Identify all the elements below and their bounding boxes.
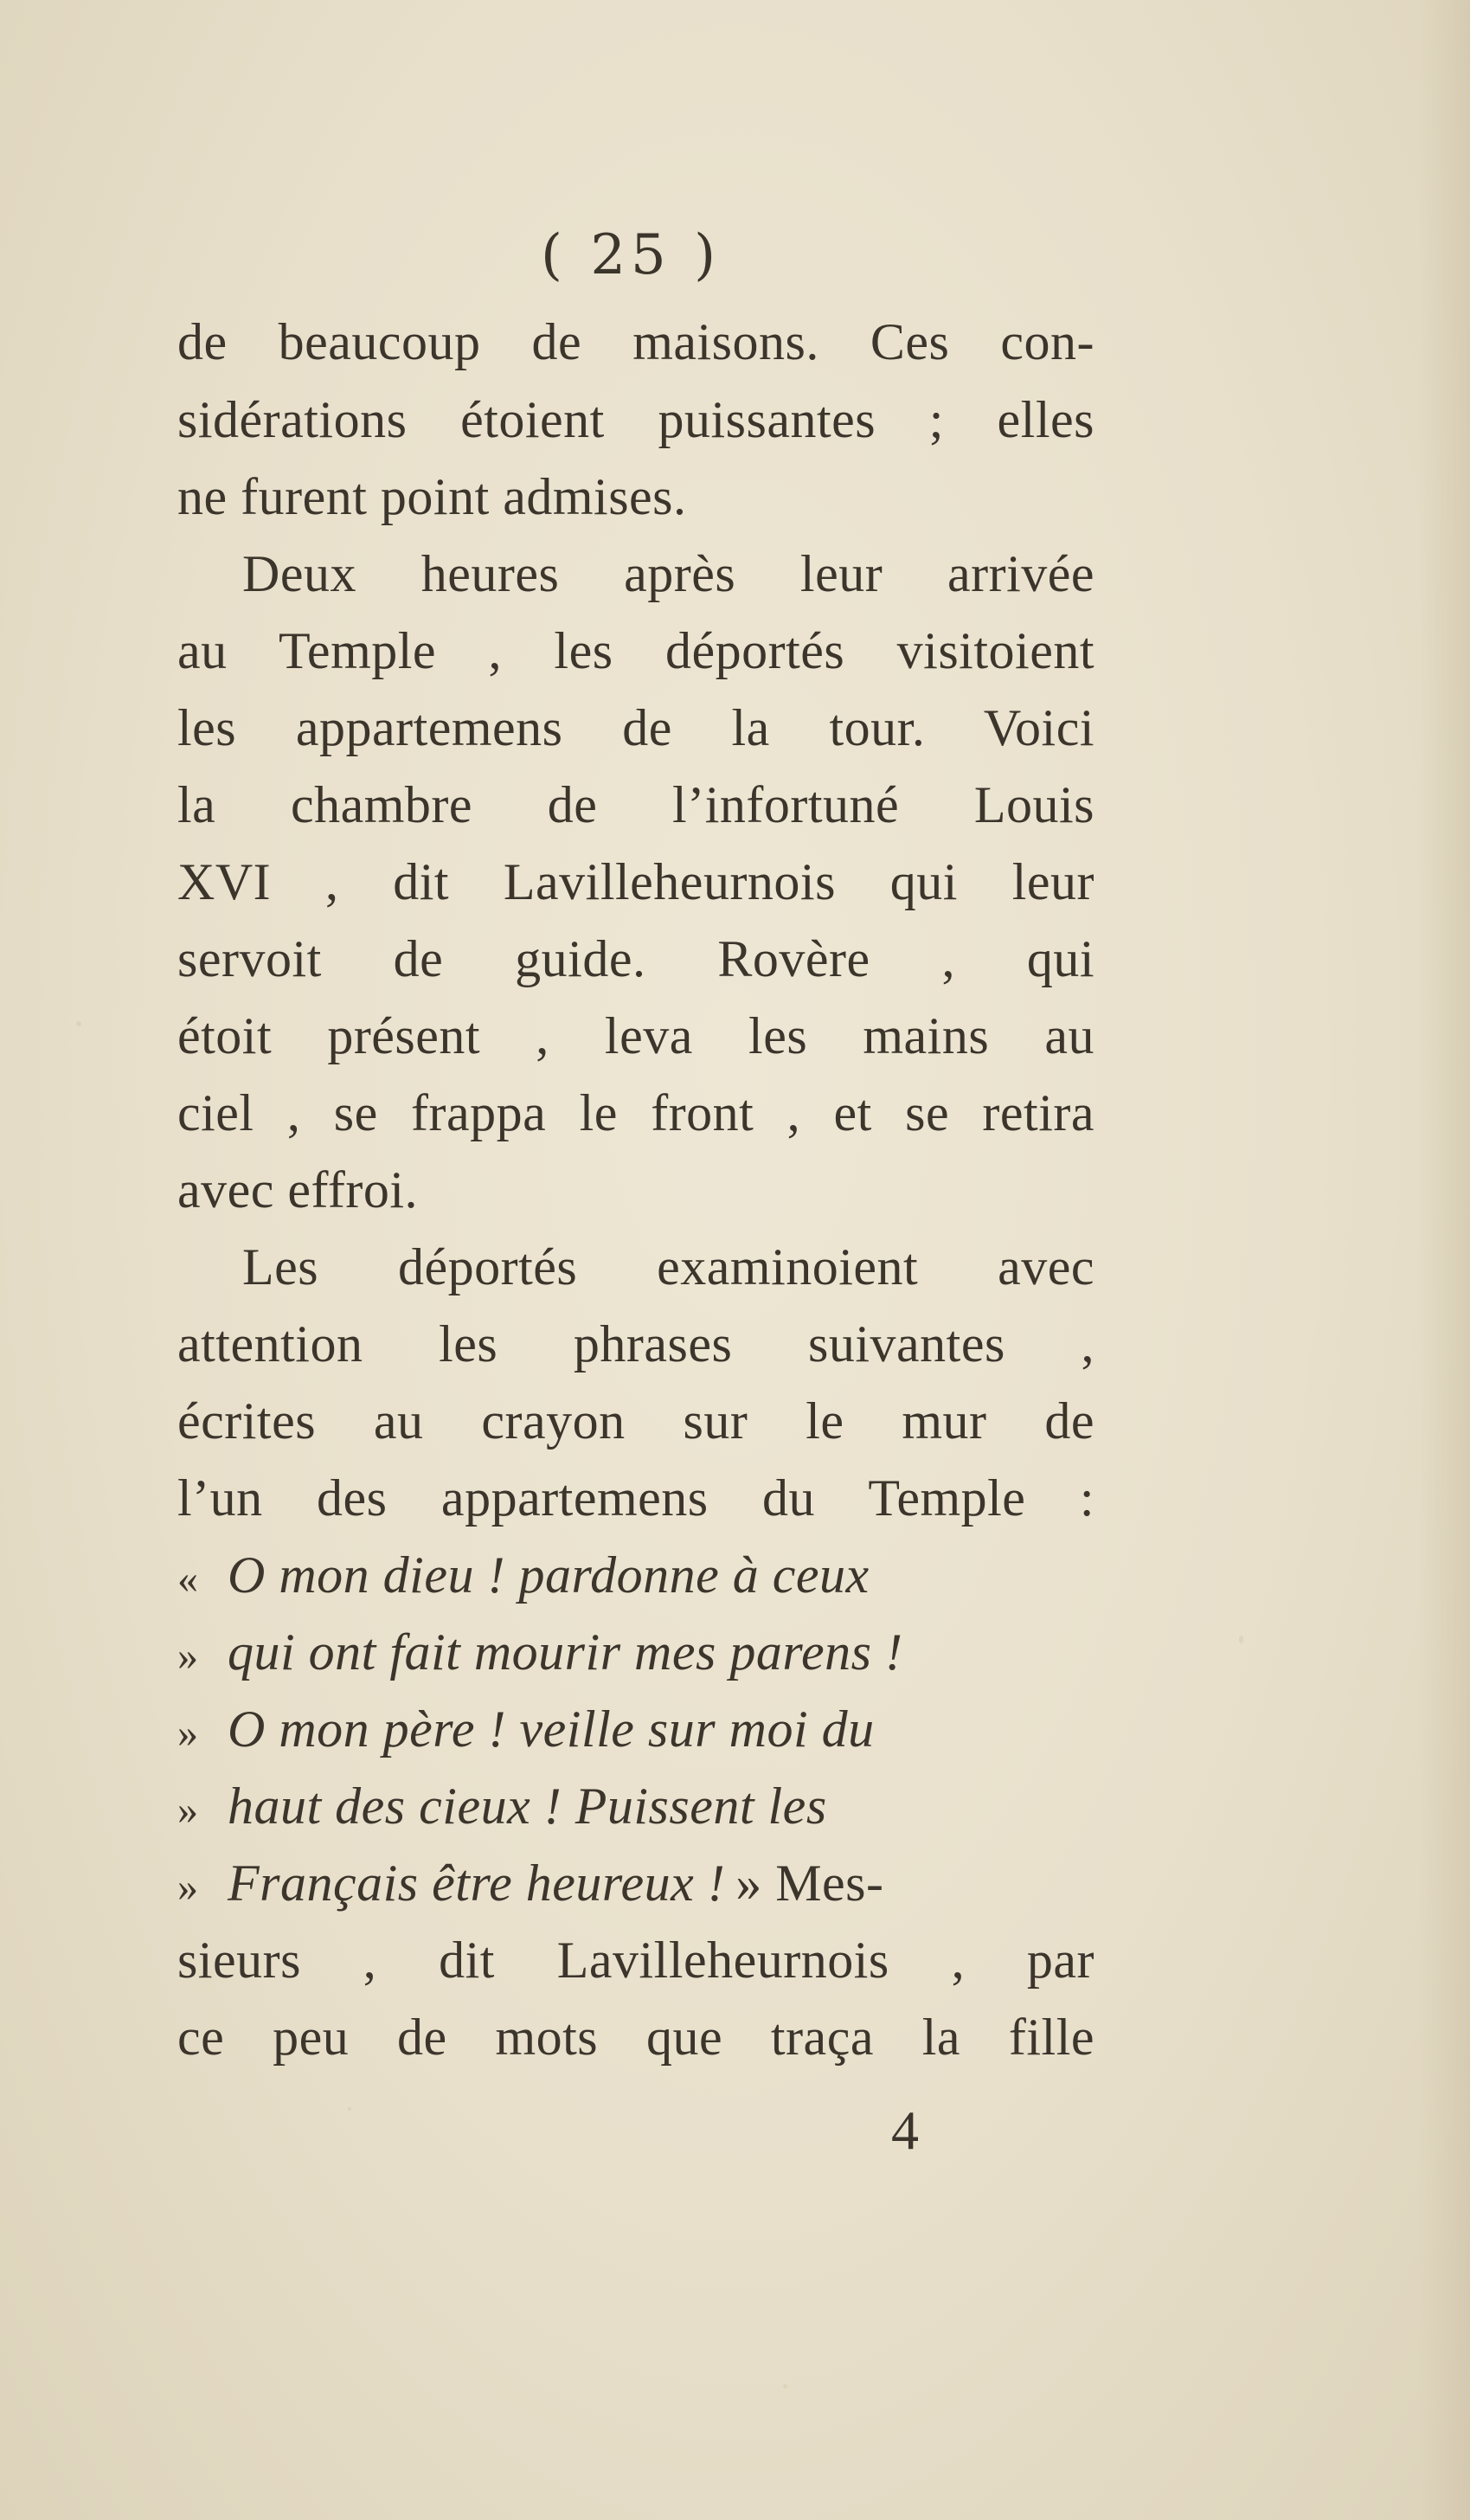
quote-line bbox=[177, 1846, 1094, 1920]
quote-line bbox=[177, 1538, 1094, 1612]
quote-mark: » bbox=[177, 1787, 199, 1833]
text-line: ce peu de mots que traça la fille bbox=[177, 2009, 1094, 2066]
text-line: les appartemens de la tour. Voici bbox=[177, 699, 1094, 756]
foxing-spot bbox=[1239, 1636, 1243, 1643]
quote-text: O mon dieu ! pardonne à ceux bbox=[228, 1546, 870, 1604]
quote-text: O mon père ! veille sur moi du bbox=[228, 1700, 875, 1758]
quote-mark: » bbox=[177, 1633, 199, 1679]
text-line: servoit de guide. Rovère , qui bbox=[177, 930, 1094, 987]
text-line: l’un des appartemens du Temple : bbox=[177, 1469, 1094, 1527]
text-line: ciel , se frappa le front , et se retira bbox=[177, 1084, 1094, 1141]
quote-mark: « bbox=[177, 1556, 199, 1602]
text-line: sieurs , dit Lavilleheurnois , par bbox=[177, 1932, 1094, 1989]
quote-line bbox=[177, 1615, 1094, 1689]
quote-text: qui ont fait mourir mes parens ! bbox=[228, 1623, 903, 1681]
paragraph-start-line: Deux heures après leur arrivée bbox=[242, 545, 1094, 602]
quote-text: Français être heureux ! bbox=[228, 1855, 726, 1912]
foxing-spot bbox=[76, 1021, 81, 1026]
quote-line bbox=[177, 1692, 1094, 1766]
signature-mark: 4 bbox=[891, 2099, 919, 2161]
quote-mark: » bbox=[177, 1864, 199, 1910]
text-line: XVI , dit Lavilleheurnois qui leur bbox=[177, 853, 1094, 910]
text-line: écrites au crayon sur le mur de bbox=[177, 1392, 1094, 1450]
page-number: ( 25 ) bbox=[541, 223, 722, 287]
text-line: sidérations étoient puissantes ; elles bbox=[177, 391, 1094, 448]
quote-mark: » bbox=[177, 1710, 199, 1756]
page-edge-shading bbox=[1418, 0, 1470, 2520]
quote-line bbox=[177, 1769, 1094, 1843]
text-line: avec effroi. bbox=[177, 1161, 419, 1218]
quote-text: haut des cieux ! Puissent les bbox=[228, 1778, 827, 1835]
text-line: étoit présent , leva les mains au bbox=[177, 1007, 1094, 1064]
text-line: la chambre de l’infortuné Louis bbox=[177, 776, 1094, 833]
foxing-spot bbox=[783, 2384, 787, 2388]
text-line: ne furent point admises. bbox=[177, 468, 687, 525]
text-line: de beaucoup de maisons. Ces con- bbox=[177, 313, 1094, 370]
paragraph-start-line: Les déportés examinoient avec bbox=[242, 1238, 1094, 1295]
text-line: au Temple , les déportés visitoient bbox=[177, 622, 1094, 679]
foxing-spot bbox=[348, 2107, 351, 2111]
text-line: attention les phrases suivantes , bbox=[177, 1315, 1094, 1372]
quote-tail: » Mes- bbox=[735, 1855, 884, 1912]
